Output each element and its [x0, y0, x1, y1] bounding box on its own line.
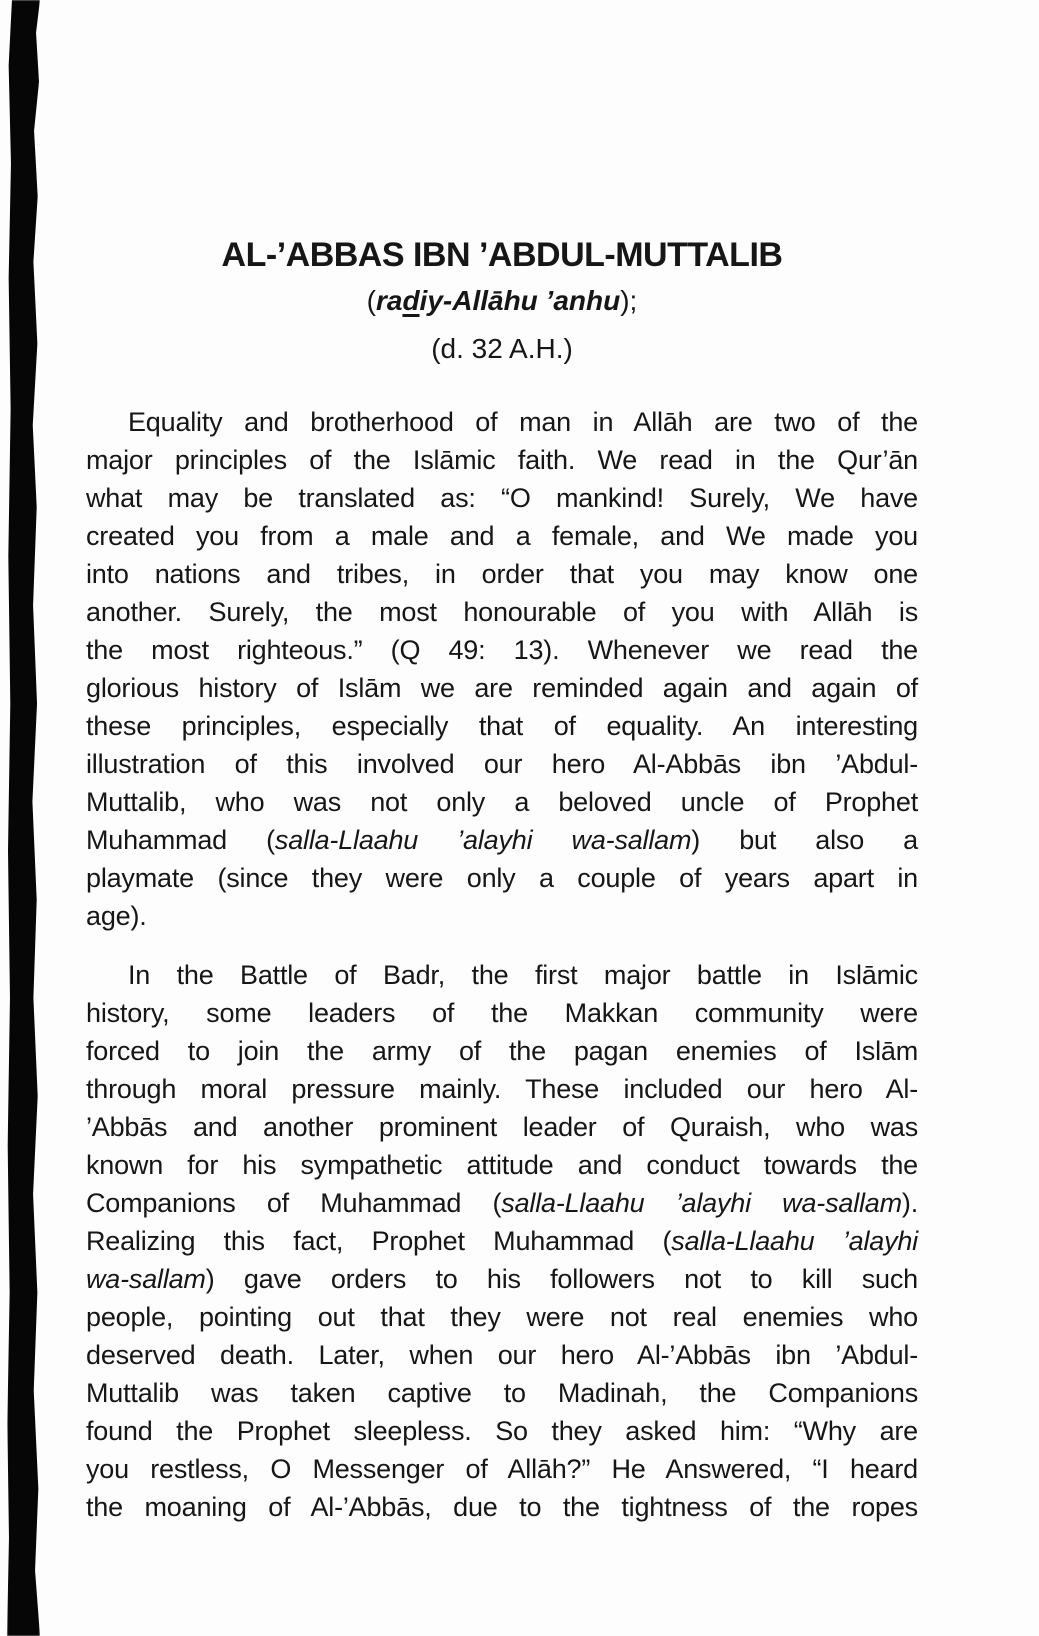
text-segment: salla-Llaahu ’alayhi wa-sallam: [274, 825, 692, 855]
text-segment: major principles of the Islāmic faith. We read in the Qur’ān: [86, 445, 918, 475]
text-segment: In the Battle of Badr, the first major battle in Islāmic: [128, 960, 918, 990]
text-segment: these principles, especially that of equality. An interesting: [86, 711, 918, 741]
text-segment: Realizing this fact, Prophet Muhammad (: [86, 1226, 672, 1256]
text-segment: known for his sympathetic attitude and conduct towards the: [86, 1150, 918, 1180]
text-line: [86, 669, 918, 707]
text-line: [86, 821, 918, 859]
text-line: [86, 1032, 918, 1070]
text-segment: ) gave orders to his followers not to kill such: [205, 1264, 918, 1294]
text-segment: wa-sallam: [86, 1264, 206, 1294]
text-line: [86, 517, 918, 555]
text-segment: Muttalib, who was not only a beloved uncle of Prophet: [86, 787, 918, 817]
chapter-title: AL-’ABBAS IBN ’ABDUL-MUTTALIB: [221, 236, 783, 274]
death-date-line: (d. 32 A.H.): [431, 333, 573, 364]
text-line: [86, 745, 918, 783]
text-line: [86, 897, 918, 935]
text-segment: Companions of Muhammad (: [86, 1188, 502, 1218]
text-segment: ).: [901, 1188, 918, 1218]
text-line: [86, 783, 918, 821]
text-segment: deserved death. Later, when our hero Al-’Abbās ibn ’Abdul-: [86, 1340, 918, 1370]
text-line: [86, 859, 918, 897]
text-segment: age).: [86, 901, 147, 931]
chapter-subtitle-honorific: [86, 284, 918, 318]
text-segment: the most righteous.” (Q 49: 13). Whenever we read the: [86, 635, 918, 665]
text-line: [86, 555, 918, 593]
text-segment: Muhammad (: [86, 825, 275, 855]
text-segment: playmate (since they were only a couple of years apart in: [86, 863, 918, 893]
text-segment: created you from a male and a female, and We made you: [86, 521, 918, 551]
text-line: [86, 631, 918, 669]
text-segment: you restless, O Messenger of Allāh?” He Answered, “I heard: [86, 1454, 918, 1484]
text-line: [86, 1070, 918, 1108]
scan-gutter-shadow: [7, 0, 40, 1636]
text-segment: );: [620, 285, 638, 316]
text-segment: salla-Llaahu ’alayhi: [671, 1226, 918, 1256]
text-segment: people, pointing out that they were not real enemies who: [86, 1302, 918, 1332]
text-line: [86, 593, 918, 631]
text-segment: ra: [375, 285, 403, 316]
text-segment: what may be translated as: “O mankind! Surely, We have: [86, 483, 918, 513]
body-paragraph: [86, 403, 918, 935]
text-line: [86, 707, 918, 745]
text-line: [86, 956, 918, 994]
text-segment: Equality and brotherhood of man in Allāh are two of the: [128, 407, 918, 437]
text-segment: d: [402, 285, 420, 316]
text-line: [86, 1450, 918, 1488]
text-line: [86, 1336, 918, 1374]
text-segment: the moaning of Al-’Abbās, due to the tightness of the ropes: [86, 1492, 918, 1522]
body-paragraph: [86, 956, 918, 1526]
text-line: [86, 403, 918, 441]
text-line: [86, 1260, 918, 1298]
text-line: [86, 1488, 918, 1526]
text-line: [86, 479, 918, 517]
text-segment: Muttalib was taken captive to Madinah, the Companions: [86, 1378, 918, 1408]
text-segment: iy-Allāhu ’anhu: [419, 285, 621, 316]
text-line: [86, 1222, 918, 1260]
text-segment: found the Prophet sleepless. So they asked him: “Why are: [86, 1416, 918, 1446]
text-segment: ) but also a: [691, 825, 918, 855]
text-segment: glorious history of Islām we are reminded again and again of: [86, 673, 918, 703]
text-line: [86, 994, 918, 1032]
text-line: [86, 1412, 918, 1450]
text-segment: history, some leaders of the Makkan community were: [86, 998, 918, 1028]
text-segment: another. Surely, the most honourable of you with Allāh is: [86, 597, 918, 627]
text-segment: into nations and tribes, in order that you may know one: [86, 559, 918, 589]
text-segment: ’Abbās and another prominent leader of Quraish, who was: [86, 1112, 918, 1142]
text-segment: forced to join the army of the pagan enemies of Islām: [86, 1036, 918, 1066]
text-segment: salla-Llaahu ’alayhi wa-sallam: [501, 1188, 902, 1218]
text-line: [86, 1374, 918, 1412]
text-segment: (: [366, 285, 376, 316]
page-content: [86, 237, 918, 1526]
text-line: [86, 1184, 918, 1222]
text-line: [86, 1298, 918, 1336]
text-line: [86, 441, 918, 479]
text-line: [86, 1108, 918, 1146]
text-segment: through moral pressure mainly. These included our hero Al-: [86, 1074, 918, 1104]
text-line: [86, 1146, 918, 1184]
text-segment: illustration of this involved our hero Al-Abbās ibn ’Abdul-: [86, 749, 918, 779]
